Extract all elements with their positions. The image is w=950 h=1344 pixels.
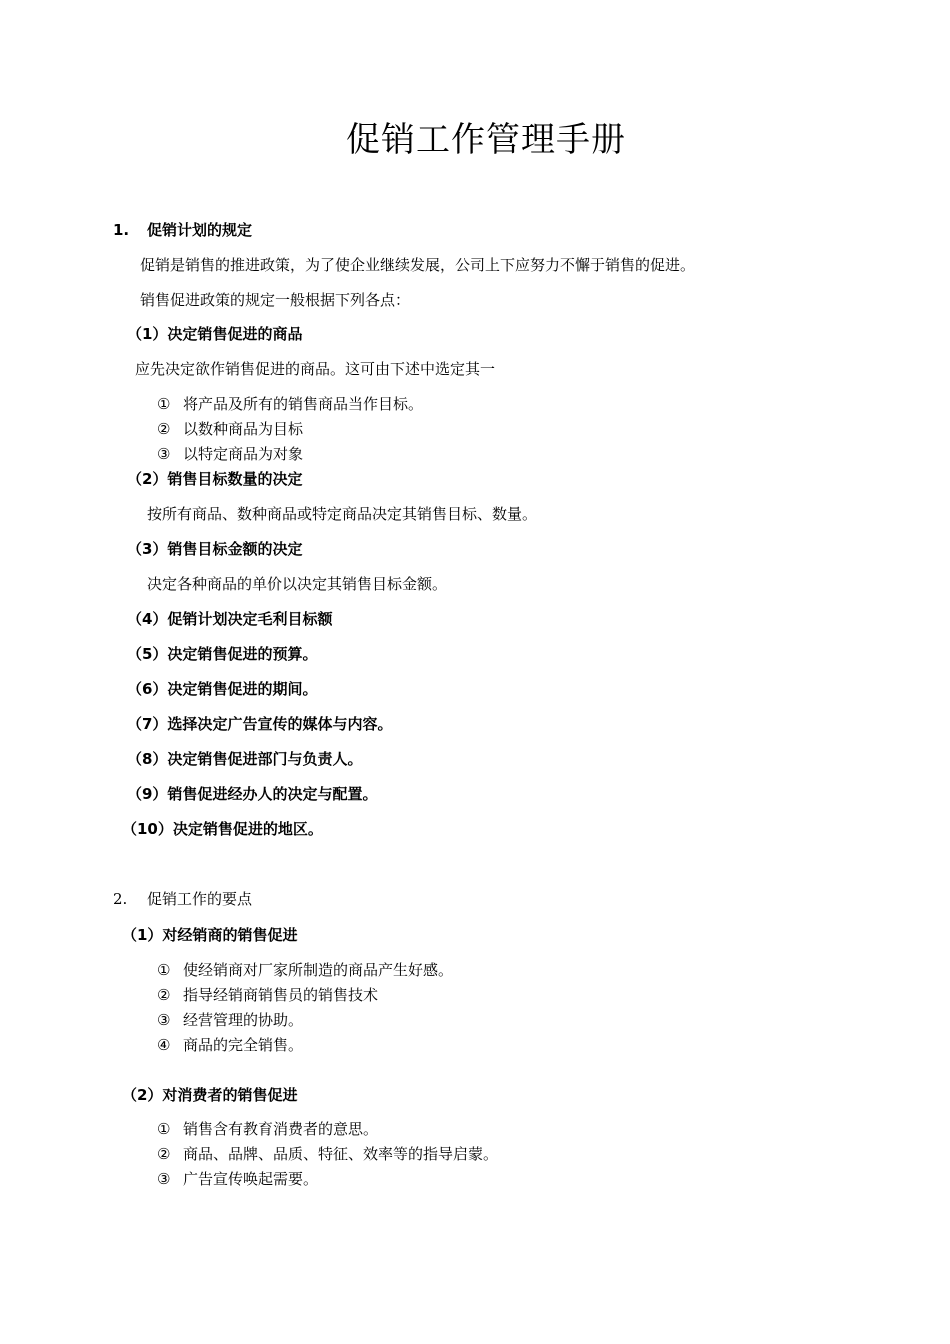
list-item-text: 以数种商品为目标	[183, 420, 304, 438]
list-marker: ①	[157, 1120, 171, 1138]
list-marker: ②	[157, 420, 171, 438]
section-2-item-1-heading: （1）对经销商的销售促进	[122, 926, 298, 944]
list-item-text: 商品的完全销售。	[183, 1036, 304, 1054]
list-marker: ③	[157, 445, 171, 463]
list-item-text: 使经销商对厂家所制造的商品产生好感。	[183, 961, 454, 979]
list-marker: ①	[157, 961, 171, 979]
list-item-text: 以特定商品为对象	[183, 445, 304, 463]
section-1-paragraph: 销售促进政策的规定一般根据下列各点：	[140, 291, 411, 309]
list-marker: ④	[157, 1036, 171, 1054]
item-4-heading: （4）促销计划决定毛利目标额	[127, 610, 333, 628]
list-marker: ②	[157, 986, 171, 1004]
list-item	[157, 984, 378, 1006]
item-5-heading: （5）决定销售促进的预算。	[127, 645, 318, 663]
item-3-text: 决定各种商品的单价以决定其销售目标金额。	[147, 575, 448, 593]
item-1-heading: （1）决定销售促进的商品	[127, 325, 303, 343]
list-item-text: 将产品及所有的销售商品当作目标。	[183, 395, 424, 413]
list-item	[157, 1143, 498, 1165]
list-item	[157, 393, 423, 415]
item-2-heading: （2）销售目标数量的决定	[127, 470, 303, 488]
item-9-heading: （9）销售促进经办人的决定与配置。	[127, 785, 378, 803]
section-1-paragraph: 促销是销售的推进政策，为了使企业继续发展，公司上下应努力不懈于销售的促进。	[140, 256, 696, 274]
item-1-text: 应先决定欲作销售促进的商品。这可由下述中选定其一	[135, 360, 496, 378]
section-2-item-2-heading: （2）对消费者的销售促进	[122, 1086, 298, 1104]
list-item	[157, 959, 453, 981]
list-item	[157, 1009, 303, 1031]
item-6-heading: （6）决定销售促进的期间。	[127, 680, 318, 698]
list-item-text: 广告宣传唤起需要。	[183, 1170, 319, 1188]
list-marker: ③	[157, 1011, 171, 1029]
item-10-heading: （10）决定销售促进的地区。	[122, 820, 323, 838]
list-item	[157, 1034, 303, 1056]
section-1-number: 1.	[113, 221, 130, 239]
list-marker: ③	[157, 1170, 171, 1188]
item-2-text: 按所有商品、数种商品或特定商品决定其销售目标、数量。	[147, 505, 538, 523]
item-3-heading: （3）销售目标金额的决定	[127, 540, 303, 558]
list-marker: ②	[157, 1145, 171, 1163]
list-item-text: 指导经销商销售员的销售技术	[183, 986, 379, 1004]
list-item	[157, 1168, 318, 1190]
section-1-title: 促销计划的规定	[147, 221, 253, 239]
list-item	[157, 418, 303, 440]
list-item-text: 商品、品牌、品质、特征、效率等的指导启蒙。	[183, 1145, 499, 1163]
section-2-number: 2.	[113, 890, 128, 908]
list-item	[157, 443, 303, 465]
section-1-heading	[113, 219, 252, 241]
item-7-heading: （7）选择决定广告宣传的媒体与内容。	[127, 715, 393, 733]
list-marker: ①	[157, 395, 171, 413]
section-2-heading	[113, 888, 252, 910]
document-title: 促销工作管理手册	[346, 120, 626, 160]
list-item-text: 销售含有教育消费者的意思。	[183, 1120, 379, 1138]
list-item-text: 经营管理的协助。	[183, 1011, 304, 1029]
section-2-title: 促销工作的要点	[147, 890, 253, 908]
item-8-heading: （8）决定销售促进部门与负责人。	[127, 750, 363, 768]
list-item	[157, 1118, 378, 1140]
